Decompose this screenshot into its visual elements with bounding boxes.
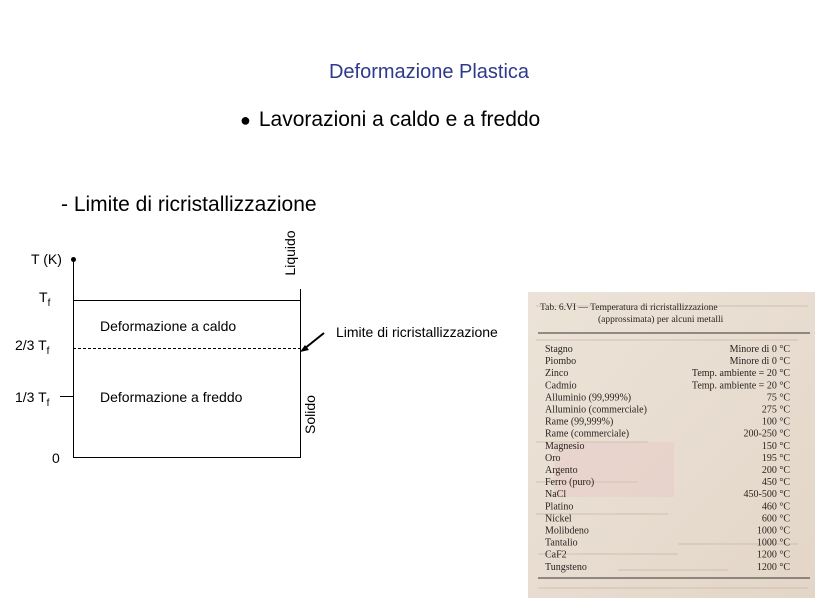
recrystallization-table-scan [528, 292, 815, 598]
table-temp-cell: 275 °C [761, 404, 790, 416]
table-temp-cell: 450 °C [761, 477, 790, 489]
tf-label [39, 289, 50, 309]
one-third-tick [60, 396, 73, 397]
liquid-label: Liquido [282, 230, 298, 276]
table-metal-cell: Rame (commerciale) [545, 428, 630, 440]
table-metal-cell: NaCl [545, 489, 567, 501]
right-boundary [300, 289, 301, 458]
table-temp-cell: 75 °C [766, 392, 790, 404]
table-metal-cell: Piombo [545, 356, 577, 368]
recrystallization-limit-label: Limite di ricristallizzazione [336, 324, 498, 340]
solid-label: Solido [302, 395, 318, 434]
two-thirds-tf-sub: f [46, 346, 50, 357]
table-temp-cell: Temp. ambiente = 20 °C [691, 368, 790, 380]
table-temp-cell: 450-500 °C [743, 489, 790, 501]
table-temp-cell: 150 °C [761, 440, 790, 452]
y-axis-dot-icon [71, 257, 76, 262]
table-metal-cell: Tungsteno [545, 561, 587, 573]
table-temp-cell: Temp. ambiente = 20 °C [691, 380, 790, 392]
table-metal-cell: Alluminio (commerciale) [545, 404, 647, 416]
table-temp-cell: 1000 °C [756, 525, 790, 537]
table-metal-cell: Tantalio [545, 537, 578, 549]
table-scan-svg [528, 292, 815, 598]
y-axis [73, 259, 74, 458]
table-metal-cell: Alluminio (99,999%) [545, 392, 632, 404]
table-temp-cell: 600 °C [761, 513, 790, 525]
slide-title: Deformazione Plastica [328, 61, 530, 83]
table-metal-cell: Stagno [545, 344, 573, 355]
table-metal-cell: Argento [545, 465, 578, 476]
x-axis [73, 457, 301, 458]
table-temp-cell: 460 °C [761, 501, 790, 513]
cold-deformation-label: Deformazione a freddo [100, 389, 243, 405]
table-temp-cell: Minore di 0 °C [729, 356, 790, 368]
bullet-text: Lavorazioni a caldo e a freddo [258, 108, 541, 131]
table-caption-line: (approssimata) per alcuni metalli [598, 315, 724, 325]
two-thirds-tf-text: 2/3 T [15, 337, 47, 353]
table-metal-cell: Rame (99,999%) [545, 416, 614, 428]
arrow-icon [296, 330, 328, 356]
tf-line [73, 300, 301, 301]
one-third-tf-sub: f [46, 398, 50, 409]
table-caption-line: Tab. 6.VI — Temperatura di ricristallizzazione [540, 303, 718, 313]
table-temp-cell: 1200 °C [756, 549, 790, 561]
table-metal-cell: Ferro (puro) [545, 477, 595, 489]
one-third-tf-text: 1/3 T [15, 389, 47, 405]
table-temp-cell: 1000 °C [756, 537, 790, 549]
tf-label-sub: f [47, 298, 51, 309]
table-metal-cell: Oro [545, 452, 561, 464]
table-metal-cell: Nickel [545, 513, 572, 525]
tf-label-text: T [39, 289, 48, 305]
section-heading: - Limite di ricristallizzazione [61, 193, 317, 216]
table-temp-cell: 195 °C [761, 452, 790, 464]
table-temp-cell: 200 °C [761, 465, 790, 476]
table-temp-cell: 200-250 °C [743, 428, 790, 440]
table-temp-cell: Minore di 0 °C [729, 344, 790, 355]
table-metal-cell: Cadmio [545, 380, 577, 392]
table-metal-cell: Zinco [545, 368, 569, 380]
table-temp-cell: 1200 °C [756, 561, 790, 573]
recrystallization-dashed-line [73, 348, 301, 349]
table-metal-cell: CaF2 [545, 549, 567, 561]
table-metal-cell: Magnesio [545, 440, 585, 452]
y-axis-label: T (K) [31, 251, 62, 267]
zero-label: 0 [52, 450, 60, 466]
two-thirds-tf-label [15, 337, 49, 357]
bullet-dot-icon: ● [240, 110, 251, 130]
table-metal-cell: Platino [545, 501, 574, 513]
table-temp-cell: 100 °C [761, 416, 790, 428]
table-metal-cell: Molibdeno [545, 525, 589, 537]
one-third-tf-label [15, 389, 49, 409]
hot-deformation-label: Deformazione a caldo [100, 318, 237, 334]
